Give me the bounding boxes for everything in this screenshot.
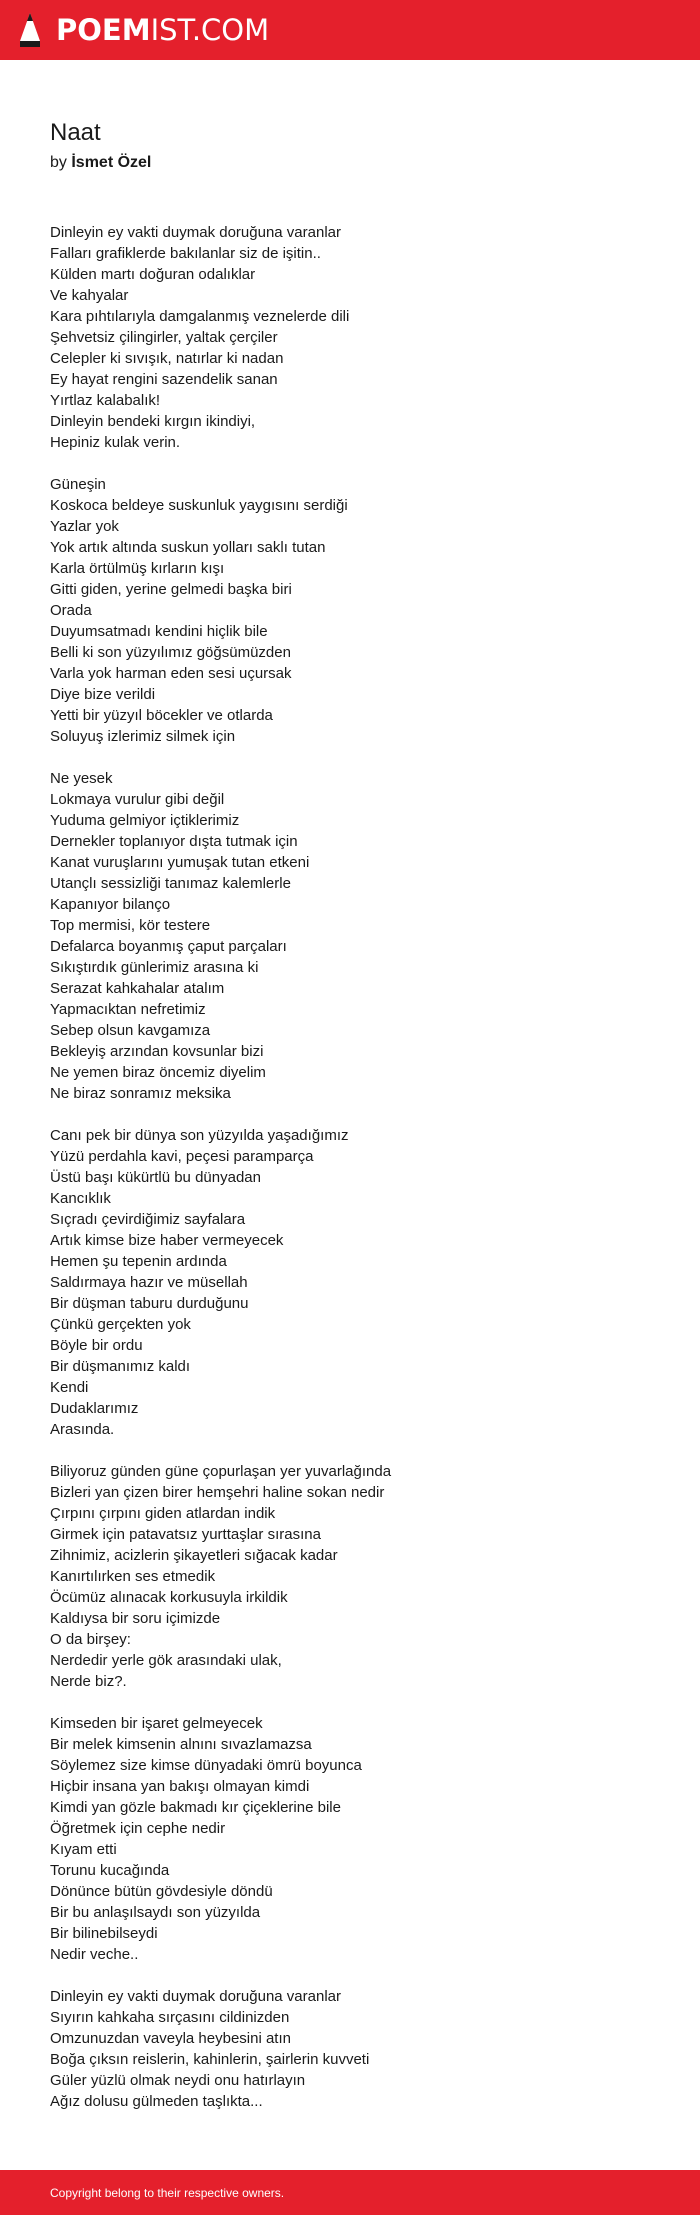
poem-line: Nedir veche.. bbox=[50, 1946, 139, 1963]
poem-line: Sıyırın kahkaha sırçasını cildinizden bbox=[50, 2009, 290, 2026]
poem-line: Nerdedir yerle gök arasındaki ulak, bbox=[50, 1652, 282, 1669]
poem-line: Zihnimiz, acizlerin şikayetleri sığacak kadar bbox=[50, 1547, 338, 1564]
poem-stanza bbox=[50, 1461, 650, 1692]
poem-line: Karla örtülmüş kırların kışı bbox=[50, 560, 225, 577]
poem-line: Artık kimse bize haber vermeyecek bbox=[50, 1232, 284, 1249]
poem-line: Boğa çıksın reislerin, kahinlerin, şairlerin kuvveti bbox=[50, 2051, 370, 2068]
poem-line: Soluyuş izlerimiz silmek için bbox=[50, 728, 236, 745]
poem-line: Omzunuzdan vaveyla heybesini atın bbox=[50, 2030, 291, 2047]
poem-line: Sebep olsun kavgamıza bbox=[50, 1022, 211, 1039]
poem-line: Duyumsatmadı kendini hiçlik bile bbox=[50, 623, 268, 640]
poem-line: Yetti bir yüzyıl böcekler ve otlarda bbox=[50, 707, 273, 724]
poem-body bbox=[50, 222, 650, 2112]
poem-line: Bir bu anlaşılsaydı son yüzyılda bbox=[50, 1904, 261, 1921]
poem-line: Ne biraz sonramız meksika bbox=[50, 1085, 231, 1102]
poem-line: Saldırmaya hazır ve müsellah bbox=[50, 1274, 248, 1291]
poem-line: Kendi bbox=[50, 1379, 89, 1396]
poem-line: Diye bize verildi bbox=[50, 686, 156, 703]
poem-line: Dinleyin ey vakti duymak doruğuna varanlar bbox=[50, 224, 341, 241]
copyright-text: Copyright belong to their respective owners. bbox=[50, 2185, 285, 2200]
poem-line: Sıkıştırdık günlerimiz arasına ki bbox=[50, 959, 259, 976]
poem-content bbox=[0, 60, 700, 2112]
poem-line: Nerde biz?. bbox=[50, 1673, 127, 1690]
poem-line: Hiçbir insana yan bakışı olmayan kimdi bbox=[50, 1778, 310, 1795]
poem-line: Kapanıyor bilanço bbox=[50, 896, 171, 913]
poem-line: Çırpını çırpını giden atlardan indik bbox=[50, 1505, 276, 1522]
poem-stanza bbox=[50, 474, 650, 747]
poem-line: Ağız dolusu gülmeden taşlıkta... bbox=[50, 2093, 263, 2110]
poem-stanza bbox=[50, 1986, 650, 2112]
poem-line: Koskoca beldeye suskunluk yaygısını serdiği bbox=[50, 497, 348, 514]
poem-line: Yapmacıktan nefretimiz bbox=[50, 1001, 206, 1018]
poem-line: Falları grafiklerde bakılanlar siz de işitin.. bbox=[50, 245, 321, 262]
poem-line: Dönünce bütün gövdesiyle döndü bbox=[50, 1883, 273, 1900]
poem-line: Torunu kucağında bbox=[50, 1862, 170, 1879]
poem-line: Kara pıhtılarıyla damgalanmış veznelerde dili bbox=[50, 308, 350, 325]
poem-line: Canı pek bir dünya son yüzyılda yaşadığımız bbox=[50, 1127, 349, 1144]
poem-line: Ne yesek bbox=[50, 770, 113, 787]
logo-link[interactable] bbox=[18, 11, 269, 49]
poem-line: Bir düşman taburu durduğunu bbox=[50, 1295, 249, 1312]
poem-line: Çünkü gerçekten yok bbox=[50, 1316, 191, 1333]
poem-title: Naat bbox=[50, 119, 101, 146]
poem-line: Kanırtılırken ses etmedik bbox=[50, 1568, 216, 1585]
poem-line: Öcümüz alınacak korkusuyla irkildik bbox=[50, 1589, 288, 1606]
poem-line: Utançlı sessizliği tanımaz kalemlerle bbox=[50, 875, 291, 892]
poem-line: Kanat vuruşlarını yumuşak tutan etkeni bbox=[50, 854, 310, 871]
poem-line: Böyle bir ordu bbox=[50, 1337, 143, 1354]
poem-line: Top mermisi, kör testere bbox=[50, 917, 211, 934]
poem-line: Orada bbox=[50, 602, 92, 619]
poem-line: Bir bilinebilseydi bbox=[50, 1925, 158, 1942]
poem-line: Varla yok harman eden sesi uçursak bbox=[50, 665, 292, 682]
pencil-icon bbox=[18, 11, 42, 49]
site-logo-text bbox=[56, 12, 270, 47]
site-header bbox=[0, 0, 700, 60]
poem-line: Dudaklarımız bbox=[50, 1400, 139, 1417]
site-footer bbox=[0, 2170, 700, 2215]
poem-line: Güneşin bbox=[50, 476, 106, 493]
poem-line: Kancıklık bbox=[50, 1190, 111, 1207]
poem-stanza bbox=[50, 768, 650, 1104]
poem-stanza bbox=[50, 1125, 650, 1440]
poem-line: Üstü başı kükürtlü bu dünyadan bbox=[50, 1169, 261, 1186]
poem-line: Öğretmek için cephe nedir bbox=[50, 1820, 226, 1837]
poem-line: Kıyam etti bbox=[50, 1841, 117, 1858]
poem-line: O da birşey: bbox=[50, 1631, 131, 1648]
poem-line: Defalarca boyanmış çaput parçaları bbox=[50, 938, 287, 955]
poem-line: Girmek için patavatsız yurttaşlar sırasına bbox=[50, 1526, 321, 1543]
poem-line: Kimseden bir işaret gelmeyecek bbox=[50, 1715, 263, 1732]
poem-line: Külden martı doğuran odalıklar bbox=[50, 266, 256, 283]
poem-line: Söylemez size kimse dünyadaki ömrü boyunca bbox=[50, 1757, 362, 1774]
poem-stanza bbox=[50, 1713, 650, 1965]
poem-line: Gitti giden, yerine gelmedi başka biri bbox=[50, 581, 292, 598]
poem-line: Dinleyin bendeki kırgın ikindiyi, bbox=[50, 413, 256, 430]
poem-line: Biliyoruz günden güne çopurlaşan yer yuvarlağında bbox=[50, 1463, 392, 1480]
poem-line: Hepiniz kulak verin. bbox=[50, 434, 181, 451]
byline bbox=[50, 152, 650, 174]
poem-line: Serazat kahkahalar atalım bbox=[50, 980, 225, 997]
poem-line: Yüzü perdahla kavi, peçesi paramparça bbox=[50, 1148, 314, 1165]
poem-line: Lokmaya vurulur gibi değil bbox=[50, 791, 225, 808]
poem-line: Yuduma gelmiyor içtiklerimiz bbox=[50, 812, 240, 829]
poem-line: Bir melek kimsenin alnını sıvazlamazsa bbox=[50, 1736, 312, 1753]
logo-bold-part: POEM bbox=[56, 12, 151, 47]
poem-line: Bekleyiş arzından kovsunlar bizi bbox=[50, 1043, 264, 1060]
poem-line: Yok artık altında suskun yolları saklı tutan bbox=[50, 539, 326, 556]
poem-line: Kimdi yan gözle bakmadı kır çiçeklerine bile bbox=[50, 1799, 341, 1816]
poem-line: Güler yüzlü olmak neydi onu hatırlayın bbox=[50, 2072, 306, 2089]
poem-line: Dinleyin ey vakti duymak doruğuna varanlar bbox=[50, 1988, 341, 2005]
poem-line: Sıçradı çevirdiğimiz sayfalara bbox=[50, 1211, 246, 1228]
poem-line: Ve kahyalar bbox=[50, 287, 129, 304]
poem-line: Arasında. bbox=[50, 1421, 115, 1438]
poem-line: Belli ki son yüzyılımız göğsümüzden bbox=[50, 644, 291, 661]
poem-line: Yırtlaz kalabalık! bbox=[50, 392, 161, 409]
poem-line: Hemen şu tepenin ardında bbox=[50, 1253, 227, 1270]
poem-line: Şehvetsiz çilingirler, yaltak çerçiler bbox=[50, 329, 278, 346]
poem-line: Dernekler toplanıyor dışta tutmak için bbox=[50, 833, 298, 850]
poem-line: Ne yemen biraz öncemiz diyelim bbox=[50, 1064, 266, 1081]
poem-line: Yazlar yok bbox=[50, 518, 119, 535]
poem-line: Celepler ki sıvışık, natırlar ki nadan bbox=[50, 350, 284, 367]
poem-line: Bizleri yan çizen birer hemşehri haline sokan nedir bbox=[50, 1484, 385, 1501]
poem-line: Ey hayat rengini sazendelik sanan bbox=[50, 371, 278, 388]
poem-stanza bbox=[50, 222, 650, 453]
poem-line: Bir düşmanımız kaldı bbox=[50, 1358, 191, 1375]
logo-light-part: IST.COM bbox=[150, 12, 270, 47]
by-label: by bbox=[50, 154, 72, 171]
poem-line: Kaldıysa bir soru içimizde bbox=[50, 1610, 221, 1627]
author-link[interactable]: İsmet Özel bbox=[71, 154, 152, 171]
